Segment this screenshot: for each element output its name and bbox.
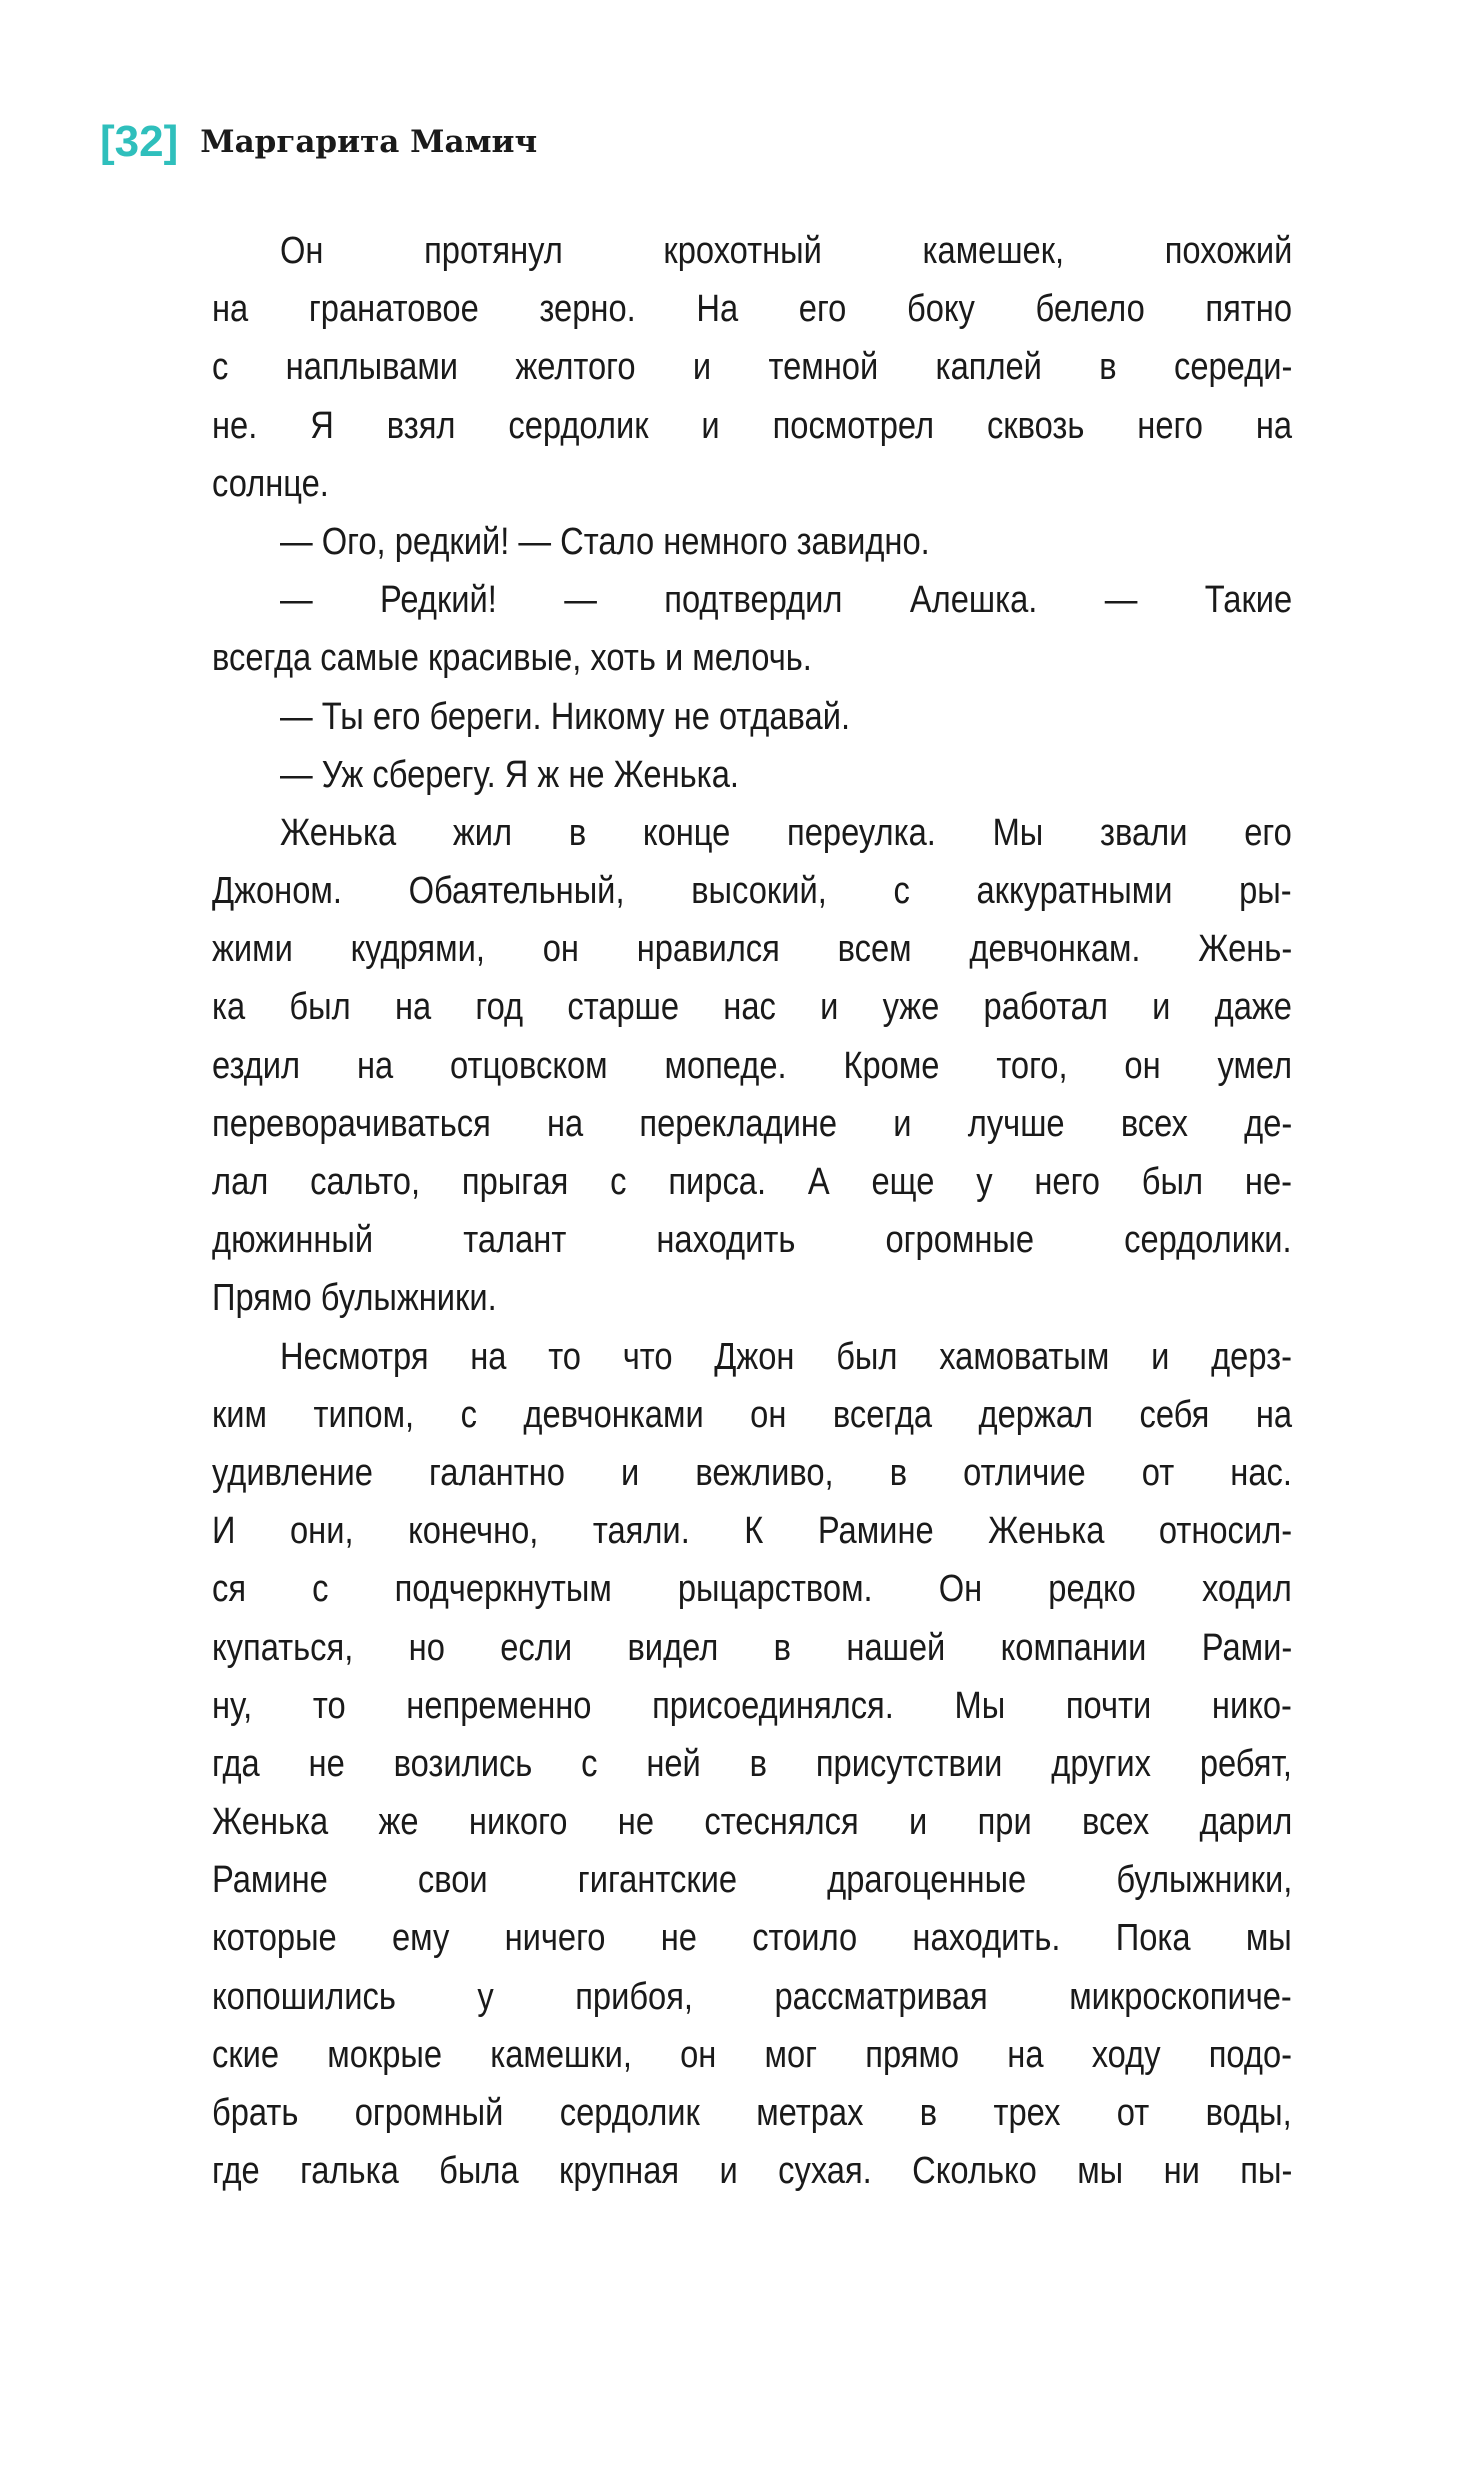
text-line-content: брать огромный сердолик метрах в трех от воды, [212, 2092, 1292, 2134]
text-line [212, 1328, 1292, 1386]
text-line-content: Джоном. Обаятельный, высокий, с аккуратными ры- [212, 870, 1292, 913]
text-line [212, 397, 1292, 455]
text-line-content: переворачиваться на перекладине и лучше всех де- [212, 1102, 1293, 1145]
author-name: Маргарита Мамич [200, 123, 538, 160]
text-line-content: с наплывами желтого и темной каплей в середи- [212, 346, 1293, 389]
text-line [212, 222, 1292, 280]
text-line-content: Рамине свои гигантские драгоценные булыжники, [212, 1859, 1293, 1902]
text-line [212, 804, 1292, 862]
text-line [212, 1444, 1292, 1502]
text-line-content: Женька же никого не стеснялся и при всех дарил [212, 1801, 1293, 1844]
text-line-content: которые ему ничего не стоило находить. Пока мы [212, 1917, 1292, 1960]
text-line-content: копошились у прибоя, рассматривая микроскопиче- [212, 1975, 1292, 2018]
text-line-content: И они, конечно, таяли. К Рамине Женька относил- [212, 1510, 1293, 1553]
page-number: [32] [100, 117, 179, 166]
text-line [212, 1909, 1292, 1967]
text-line-content: на гранатовое зерно. На его боку белело пятно [212, 288, 1293, 331]
text-line [212, 2084, 1292, 2142]
text-line-content: ские мокрые камешки, он мог прямо на ходу подо- [212, 2033, 1293, 2076]
text-line [212, 1153, 1292, 1211]
body-text [212, 222, 1292, 2200]
text-line [212, 920, 1292, 978]
text-line-content: Женька жил в конце переулка. Мы звали его [280, 811, 1292, 854]
text-line [212, 571, 1292, 629]
text-line-content: Несмотря на то что Джон был хамоватым и дерз- [280, 1335, 1293, 1378]
text-line-content: ну, то непременно присоединялся. Мы почти нико- [212, 1684, 1292, 1727]
text-line-content: удивление галантно и вежливо, в отличие от нас. [212, 1451, 1292, 1494]
text-line-content: ездил на отцовском мопеде. Кроме того, он умел [212, 1044, 1293, 1087]
text-line [212, 1386, 1292, 1444]
text-line-content: ка был на год старше нас и уже работал и даже [212, 986, 1292, 1029]
text-line [212, 1095, 1292, 1153]
text-line-content: Прямо булыжники. [212, 1277, 497, 1320]
text-line-content: — Ты его береги. Никому не отдавай. [280, 695, 851, 738]
text-line [212, 1037, 1292, 1095]
text-line-content: дюжинный талант находить огромные сердолики. [212, 1219, 1292, 1262]
text-line-content: ся с подчеркнутым рыцарством. Он редко ходил [212, 1568, 1292, 1611]
text-line [212, 338, 1292, 396]
text-line [212, 688, 1292, 746]
text-line-content: Он протянул крохотный камешек, похожий [280, 230, 1293, 272]
text-line [212, 1793, 1292, 1851]
text-line [212, 978, 1292, 1036]
text-line-content: лал сальто, прыгая с пирса. А еще у него был не- [212, 1161, 1293, 1203]
text-line [212, 629, 1292, 687]
text-line [212, 746, 1292, 804]
text-line [212, 455, 1292, 513]
text-line [212, 2026, 1292, 2084]
page-header [100, 112, 537, 172]
text-line [212, 280, 1292, 338]
text-line [212, 1502, 1292, 1560]
text-line [212, 1851, 1292, 1909]
text-line-content: купаться, но если видел в нашей компании Рами- [212, 1626, 1293, 1669]
text-line-content: гда не возились с ней в присутствии других ребят, [212, 1742, 1292, 1785]
text-line-content: где галька была крупная и сухая. Сколько мы ни пы- [212, 2150, 1293, 2193]
text-line [212, 1560, 1292, 1618]
text-line [212, 1677, 1292, 1735]
text-line [212, 2142, 1292, 2200]
text-line-content: — Редкий! — подтвердил Алешка. — Такие [280, 579, 1293, 622]
text-line-content: ким типом, с девчонками он всегда держал себя на [212, 1393, 1293, 1436]
text-line [212, 1968, 1292, 2026]
text-line-content: солнце. [212, 462, 329, 505]
text-line-content: — Ого, редкий! — Стало немного завидно. [280, 520, 930, 563]
text-line-content: не. Я взял сердолик и посмотрел сквозь него на [212, 404, 1293, 447]
text-line [212, 1619, 1292, 1677]
text-line-content: всегда самые красивые, хоть и мелочь. [212, 637, 812, 680]
text-line [212, 1211, 1292, 1269]
text-line-content: — Уж сберегу. Я ж не Женька. [280, 753, 739, 796]
text-line [212, 513, 1292, 571]
text-line [212, 862, 1292, 920]
text-line [212, 1269, 1292, 1327]
text-line [212, 1735, 1292, 1793]
text-line-content: жими кудрями, он нравился всем девчонкам. Жень- [212, 928, 1293, 971]
